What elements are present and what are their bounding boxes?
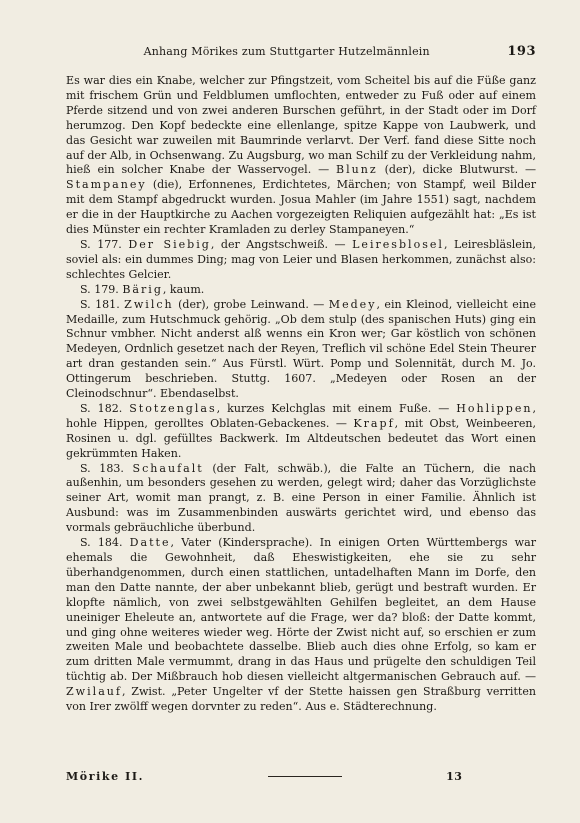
running-title: Anhang Mörikes zum Stuttgarter Hutzelmännlein — [143, 45, 430, 58]
text-run: , hohle Hippen, gerolltes Oblaten-Gebackenes. — — [66, 401, 536, 430]
text-run: S. 179. — [80, 282, 123, 296]
printer-signature: Mörike II. — [66, 770, 145, 783]
text-run: (der Falt, schwäb.), die Falte an Tüchern, die nach außenhin, um besonders gesehen zu werden, gelegt wird; daher das Vorzüglichste seiner Art, womit man prangt, z. B. eine Person in einer Familie. Ähnlich ist Ausbund: was im Zusammenbinden auswärts gerichtet wird, und ebenso das vormals gebräuchliche überbund. — [66, 461, 536, 535]
text-run: S. 181. — [80, 297, 125, 311]
glossary-entry — [66, 536, 536, 715]
text-run: S. 184. — [80, 536, 130, 550]
text-run: , Zwist. „Peter Ungelter vf der Stette haissen gen Straßburg verritten von Irer zwölff wegen dorvnter zu reden“. Aus e. Städterechnung. — [66, 685, 536, 714]
headword: Datte — [129, 536, 171, 550]
headword: Schaufalt — [132, 461, 204, 475]
headword: Blunz — [336, 163, 378, 177]
text-run: Es war dies ein Knabe, welcher zur Pfingstzeit, vom Scheitel bis auf die Füße ganz mit frischem Grün und Feldblumen umflochten, entweder zu Fuß oder auf einem Pferde sitzend und von zwei anderen Burschen geführt, in der Stadt oder im Dorf herumzog. Den Kopf bedeckte eine ellenlange, spitze Kappe von Laubwerk, und das Gesicht war zuweilen mit Baumrinde verlarvt. Der Verf. fand diese Sitte noch auf der Alb, in Ochsenwang. Zu Augsburg, wo man Schilf zu der Verkleidung nahm, hieß ein solcher Knabe der Wasservogel. — — [66, 74, 536, 177]
glossary-entry — [66, 283, 536, 298]
headword: Der Siebig — [128, 237, 211, 251]
headword: Hohlippen — [456, 401, 533, 415]
glossary-entry — [66, 462, 536, 537]
text-run: S. 183. — [80, 461, 133, 475]
text-run: S. 177. — [80, 237, 129, 251]
headword: Medey — [328, 297, 377, 311]
text-run: (der), grobe Leinwand. — — [173, 297, 329, 311]
headword: Stampaney — [66, 178, 147, 192]
headword: Krapf — [353, 416, 395, 430]
text-run: , kurzes Kelchglas mit einem Fuße. — — [216, 401, 457, 415]
text-run: (die), Erfonnenes, Erdichtetes, Märchen; von Stampf, weil Bilder mit dem Stampf abgedruckt wurden. Josua Mahler (im Jahre 1551) sagt, nachdem er die in der Hauptkirche zu Aachen vorgezeigten Reliquien aufgezählt hat: „Es ist dies Münster ein rechter Kramladen zu derley Stampaneyen.“ — [66, 178, 536, 237]
headword: Stotzenglas — [129, 401, 217, 415]
page-number: 193 — [507, 44, 536, 59]
text-run: , ein Kleinod, vielleicht eine Medaille, zum Hutschmuck gehörig. „Ob dem stulp (des spanischen Huts) ging ein Schnur vmbher. Nicht anderst alß wenns ein Kron wer; Gar köstlich von schönen Medeyen, Ordnlich gesetzet nach der Reyen, Treflich vil schöne Edel Stein Theurer art dran gestanden sein.“ Aus Fürstl. Würt. Pomp und Solennität, durch M. Jo. Ottingerum beschrieben. Stuttg. 1607. „Medeyen oder Rosen an der Cleinodschnur“. Ebendaselbst. — [66, 297, 537, 401]
text-run: S. 182. — [80, 401, 130, 415]
glossary-entry — [66, 238, 536, 283]
glossary-entry — [66, 402, 536, 462]
text-run: , kaum. — [162, 282, 205, 296]
paragraph-continuation — [66, 74, 536, 238]
headword: Bärig — [122, 282, 163, 296]
text-run: , Leiresbläslein, soviel als: ein dummes Ding; mag von Leier und Blasen herkommen, zunächst also: schlechtes Gelcier. — [66, 237, 536, 281]
headword: Zwilch — [124, 297, 174, 311]
text-run: (der), dicke Blutwurst. — — [377, 163, 537, 177]
sheet-number: 13 — [446, 770, 463, 783]
page-footer — [66, 770, 536, 783]
text-run: , der Angstschweiß. — — [210, 237, 353, 251]
text-run: , Vater (Kindersprache). In einigen Orten Württembergs war ehemals die Gewohnheit, daß Eheswistigkeiten, ehe sie zu sehr überhandgenommen, durch einen stattlichen, untadelhaften Mann im Dorfe, den man den Datte nannte, der aber unbekannt blieb, gerügt und bestraft wurden. Er klopfte nämlich, von zwei selbstgewählten Gehilfen begleitet, an dem Hause uneiniger Eheleute an, antwortete auf die Frage, wer da? bloß: der Datte kommt, und ging ohne weiteres wieder weg. Hörte der Zwist nicht auf, so erschien er zum zweiten Male und beobachtete dasselbe. Blieb auch dies ohne Erfolg, so kam er zum dritten Male vermummt, drang in das Haus und prügelte den schuldigen Teil tüchtig ab. Der Mißbrauch hob diesen vielleicht altgermanischen Gebrauch auf. — — [66, 536, 536, 684]
footer-rule — [268, 776, 342, 777]
running-head — [66, 44, 536, 64]
body-text — [66, 74, 536, 715]
headword: Zwilauf — [66, 685, 122, 699]
glossary-entry — [66, 298, 536, 402]
headword: Leiresblosel — [352, 237, 444, 251]
text-run: , mit Obst, Weinbeeren, Rosinen u. dgl. gefülltes Backwerk. Im Altdeutschen bedeutet das Wort einen gekrümmten Haken. — [66, 416, 536, 460]
